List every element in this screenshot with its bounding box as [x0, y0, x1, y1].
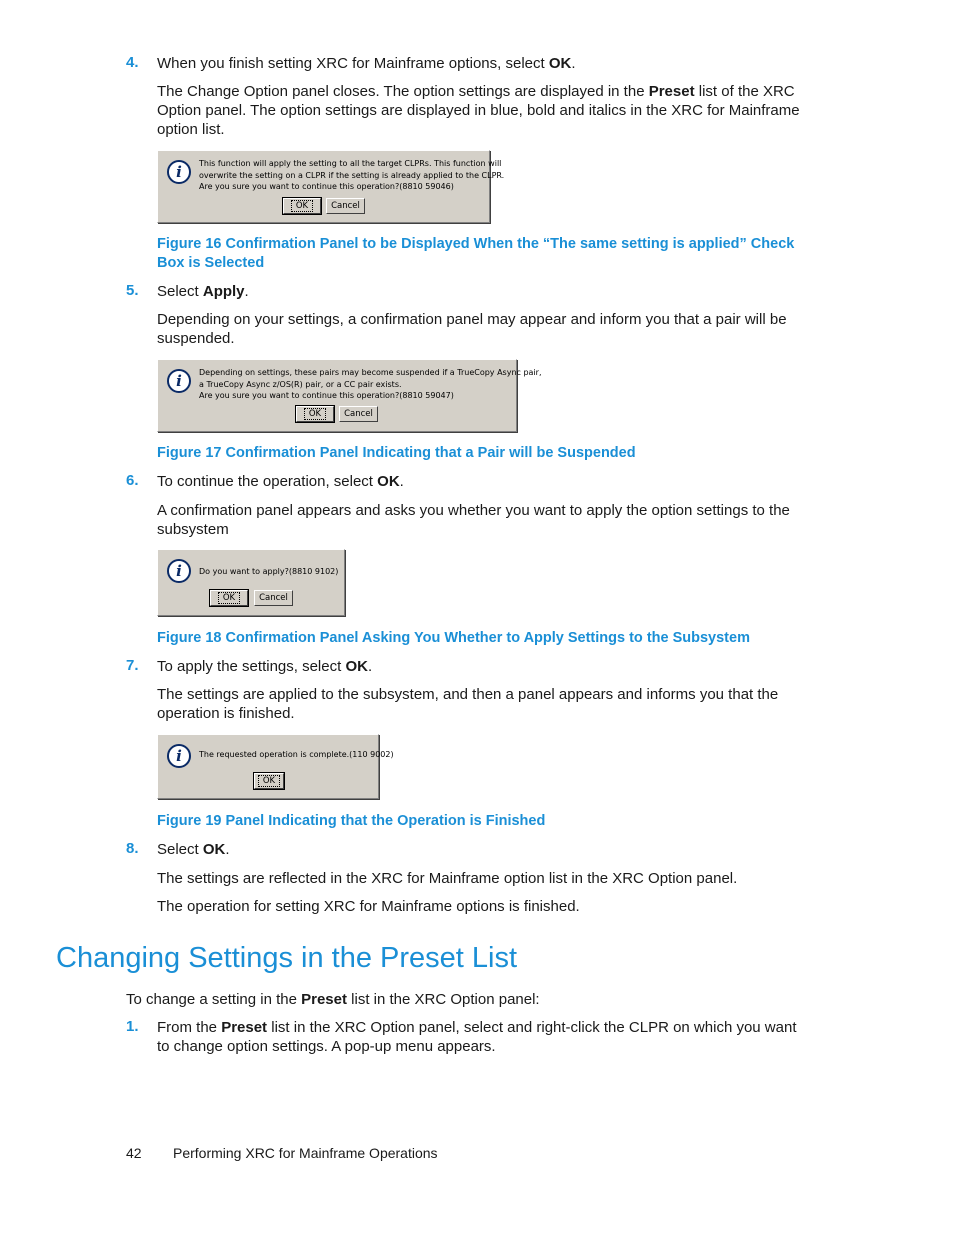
step-number: 5. — [126, 282, 139, 299]
dialog-message: Do you want to apply?(8810 9102) — [199, 567, 339, 576]
confirmation-dialog — [157, 359, 542, 432]
info-icon: i — [167, 369, 191, 393]
ok-button[interactable]: OK — [283, 198, 321, 214]
step-number: 7. — [126, 657, 139, 674]
paragraph: Depending on your settings, a confirmation panel may appear and inform you that a pair will be suspended. — [157, 311, 787, 347]
step-text: To apply the settings, select OK. — [157, 658, 373, 675]
cancel-button[interactable]: Cancel — [326, 198, 365, 214]
page-number: 42 — [126, 1145, 142, 1161]
step-text: From the Preset list in the XRC Option panel, select and right-click the CLPR on which you want to change option settings. A pop-up menu appears. — [157, 1019, 797, 1055]
step-number: 1. — [126, 1018, 139, 1035]
paragraph: The settings are applied to the subsystem, and then a panel appears and informs you that the operation is finished. — [157, 686, 779, 722]
figure-caption: Figure 18 Confirmation Panel Asking You Whether to Apply Settings to the Subsystem — [157, 630, 750, 646]
figure-caption: Figure 19 Panel Indicating that the Operation is Finished — [157, 813, 546, 829]
info-icon: i — [167, 559, 191, 583]
step-number: 6. — [126, 472, 139, 489]
step-number: 8. — [126, 840, 139, 857]
info-icon: i — [167, 744, 191, 768]
figure-caption: Figure 16 Confirmation Panel to be Displayed When the “The same setting is applied” Check Box is Selected — [157, 236, 795, 271]
paragraph: The settings are reflected in the XRC for Mainframe option list in the XRC Option panel. — [157, 870, 738, 887]
step-text: To continue the operation, select OK. — [157, 473, 404, 490]
step-text: Select Apply. — [157, 283, 249, 300]
ok-button[interactable]: OK — [254, 773, 284, 789]
step-text: When you finish setting XRC for Mainframe options, select OK. — [157, 55, 576, 72]
paragraph: A confirmation panel appears and asks you whether you want to apply the option settings to the subsystem — [157, 502, 790, 538]
step-number: 4. — [126, 54, 139, 71]
dialog-message: The requested operation is complete.(110 9002) — [199, 750, 394, 759]
ok-button[interactable]: OK — [210, 590, 248, 606]
paragraph: The operation for setting XRC for Mainframe options is finished. — [157, 898, 580, 915]
dialog-message: Depending on settings, these pairs may become suspended if a TrueCopy Async pair, a TrueCopy Async z/OS(R) pair, or a CC pair exists. Are you sure you want to continue this operation?(8810 59047) — [199, 368, 542, 400]
cancel-button[interactable]: Cancel — [254, 590, 293, 606]
info-icon: i — [167, 160, 191, 184]
confirmation-dialog — [157, 150, 505, 223]
footer-title: Performing XRC for Mainframe Operations — [173, 1145, 438, 1161]
dialog-message: This function will apply the setting to all the target CLPRs. This function will overwrite the setting on a CLPR if the setting is already applied to the CLPR. Are you sure you want to continue this operation?(8810 59046) — [199, 159, 505, 191]
section-heading: Changing Settings in the Preset List — [56, 942, 518, 974]
cancel-button[interactable]: Cancel — [339, 406, 378, 422]
figure-caption: Figure 17 Confirmation Panel Indicating that a Pair will be Suspended — [157, 445, 636, 461]
step-text: Select OK. — [157, 841, 230, 858]
confirmation-dialog — [157, 549, 345, 616]
info-dialog — [157, 734, 394, 799]
ok-button[interactable]: OK — [296, 406, 334, 422]
section-intro: To change a setting in the Preset list in the XRC Option panel: — [126, 991, 540, 1008]
paragraph: The Change Option panel closes. The option settings are displayed in the Preset list of the XRC Option panel. The option settings are displayed in blue, bold and italics in the XRC for Mainframe option list. — [157, 83, 800, 138]
